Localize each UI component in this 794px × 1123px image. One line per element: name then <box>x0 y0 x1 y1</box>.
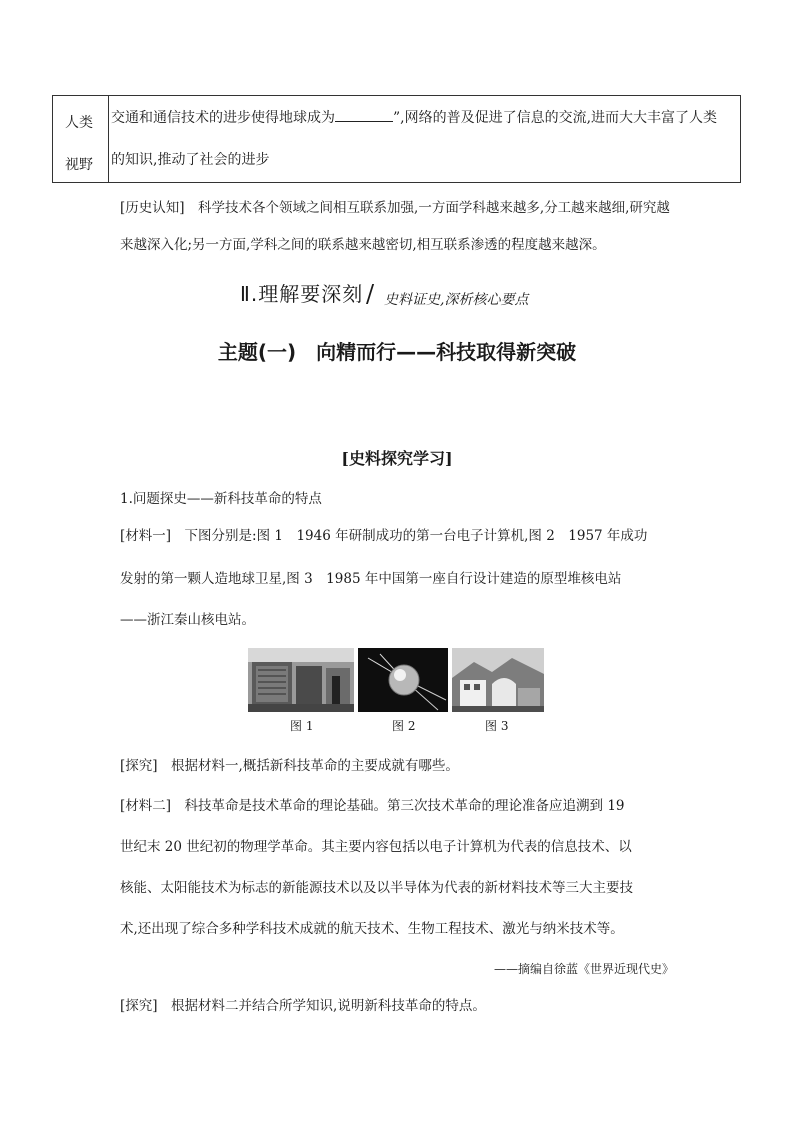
table-text-line2: 的知识,推动了社会的进步 <box>111 152 270 168</box>
section-title: Ⅱ.理解要深刻 <box>240 282 364 306</box>
sub-heading: [史料探究学习] <box>341 449 453 468</box>
label-line2: 视野 <box>65 157 93 173</box>
material2-line4: 术,还出现了综合多种学科技术成就的航天技术、生物工程技术、激光与纳米技术等。 <box>120 921 624 937</box>
table-divider <box>108 96 109 182</box>
satellite-photo <box>358 648 448 712</box>
material1-line2: 发射的第一颗人造地球卫星,图 3 1985 年中国第一座自行设计建造的原型堆核电站 <box>120 571 622 587</box>
figure1-caption: 图 1 <box>290 719 314 733</box>
material1-line3: ——浙江秦山核电站。 <box>120 612 255 628</box>
table-content-cell <box>111 109 739 167</box>
table-text-before: 交通和通信技术的进步使得地球成为 <box>111 110 335 126</box>
material2-line2: 世纪末 20 世纪初的物理学革命。其主要内容包括以电子计算机为代表的信息技术、以 <box>120 839 632 855</box>
history-cognition-line2: 来越深入化;另一方面,学科之间的联系越来越密切,相互联系渗透的程度越来越深。 <box>120 237 606 253</box>
info-table <box>52 95 741 183</box>
slash-divider: / <box>366 280 375 308</box>
fill-blank[interactable] <box>335 109 393 122</box>
material2-line3: 核能、太阳能技术为标志的新能源技术以及以半导体为代表的新材料技术等三大主要技 <box>120 880 633 896</box>
history-cognition-line1: [历史认知] 科学技术各个领域之间相互联系加强,一方面学科越来越多,分工越来越细,研究越 <box>120 200 670 216</box>
theme-title: 主题(一) 向精而行——科技取得新突破 <box>217 340 577 364</box>
table-text-after: ”,网络的普及促进了信息的交流,进而大大丰富了人类 <box>393 110 718 126</box>
explore1: [探究] 根据材料一,概括新科技革命的主要成就有哪些。 <box>120 758 459 774</box>
question-heading: 1.问题探史——新科技革命的特点 <box>120 491 322 507</box>
computer-photo <box>248 648 354 712</box>
explore2: [探究] 根据材料二并结合所学知识,说明新科技革命的特点。 <box>120 998 486 1014</box>
figure2-caption: 图 2 <box>392 719 416 733</box>
source-citation: ——摘编自徐蓝《世界近现代史》 <box>493 962 674 976</box>
figure3-caption: 图 3 <box>485 719 509 733</box>
material2-line1: [材料二] 科技革命是技术革命的理论基础。第三次技术革命的理论准备应追溯到 19 <box>120 798 625 814</box>
material1-line1: [材料一] 下图分别是:图 1 1946 年研制成功的第一台电子计算机,图 2 1957 年成功 <box>120 528 648 544</box>
section-subtitle: 史料证史,深析核心要点 <box>384 292 529 308</box>
table-label-cell <box>53 96 108 182</box>
label-line1: 人类 <box>65 115 93 131</box>
power-station-photo <box>452 648 544 712</box>
